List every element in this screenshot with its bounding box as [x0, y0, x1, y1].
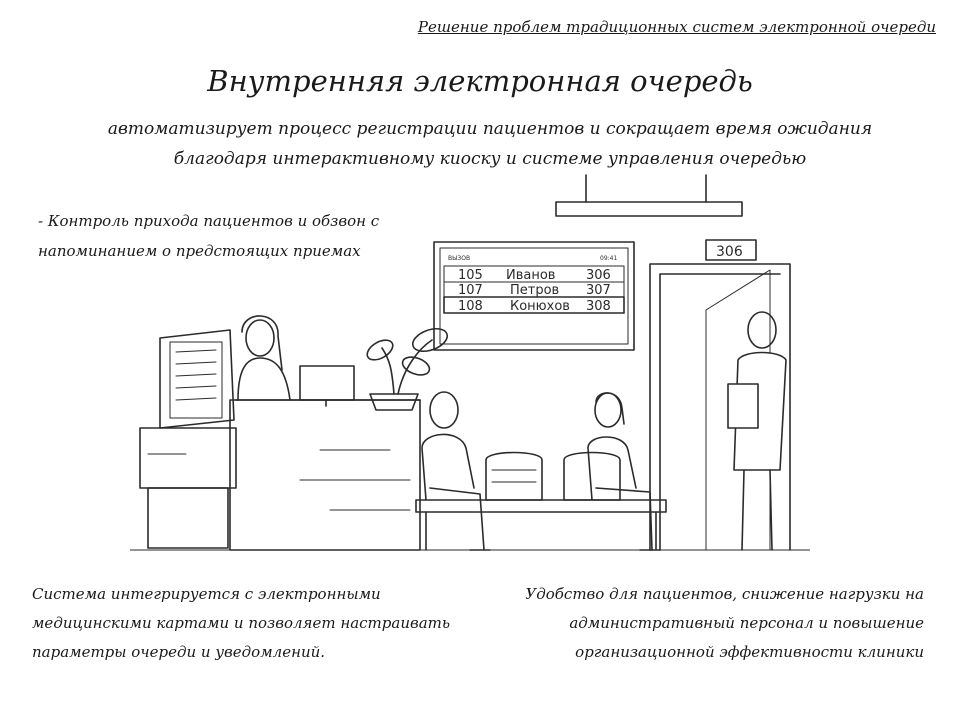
- reception-desk: [230, 400, 420, 550]
- waiting-chairs: [416, 453, 666, 551]
- board-row-1-name: Иванов: [506, 268, 556, 283]
- board-row-2-name: Петров: [510, 283, 560, 298]
- seated-man-figure: [422, 392, 490, 550]
- board-row-1-ticket: 105: [458, 268, 483, 283]
- doctor-figure: [728, 312, 786, 550]
- note-attendance-control: - Контроль прихода пациентов и обзвон с напоминанием о предстоящих приемах: [38, 212, 380, 260]
- note-emr-integration: Система интегрируется с электронными медицинскими картами и позволяет настраивать параметры очереди и уведомлений.: [32, 585, 451, 661]
- queue-display-board: [434, 242, 634, 350]
- self-service-kiosk-illustration: [140, 330, 236, 548]
- page-subtitle: автоматизирует процесс регистрации пациентов и сокращает время ожидания благодаря интерактивному киоску и системе управления очередью: [107, 119, 873, 169]
- board-row-3-ticket: 108: [458, 299, 483, 314]
- note-benefits: Удобство для пациентов, снижение нагрузки на административный персонал и повышение организационной эффективности клиники: [525, 585, 924, 661]
- board-header-right: 09:41: [600, 255, 618, 262]
- board-row-2-ticket: 107: [458, 283, 483, 298]
- door-sign: [706, 240, 756, 260]
- board-row-2-room: 307: [586, 283, 611, 298]
- door-sign-number: 306: [716, 244, 743, 260]
- page-title: Внутренняя электронная очередь: [207, 64, 753, 98]
- board-row-3-room: 308: [586, 299, 611, 314]
- desk-monitor: [300, 366, 354, 406]
- receptionist-figure: [238, 316, 290, 400]
- ceiling-lamp: [556, 175, 742, 216]
- board-row-1-room: 306: [586, 268, 611, 283]
- top-caption: Решение проблем традиционных систем электронной очереди: [417, 18, 936, 36]
- clinic-waiting-room-illustration: [130, 170, 810, 570]
- board-header-left: ВЫЗОВ: [448, 255, 471, 262]
- board-row-3-name: Конюхов: [510, 299, 570, 314]
